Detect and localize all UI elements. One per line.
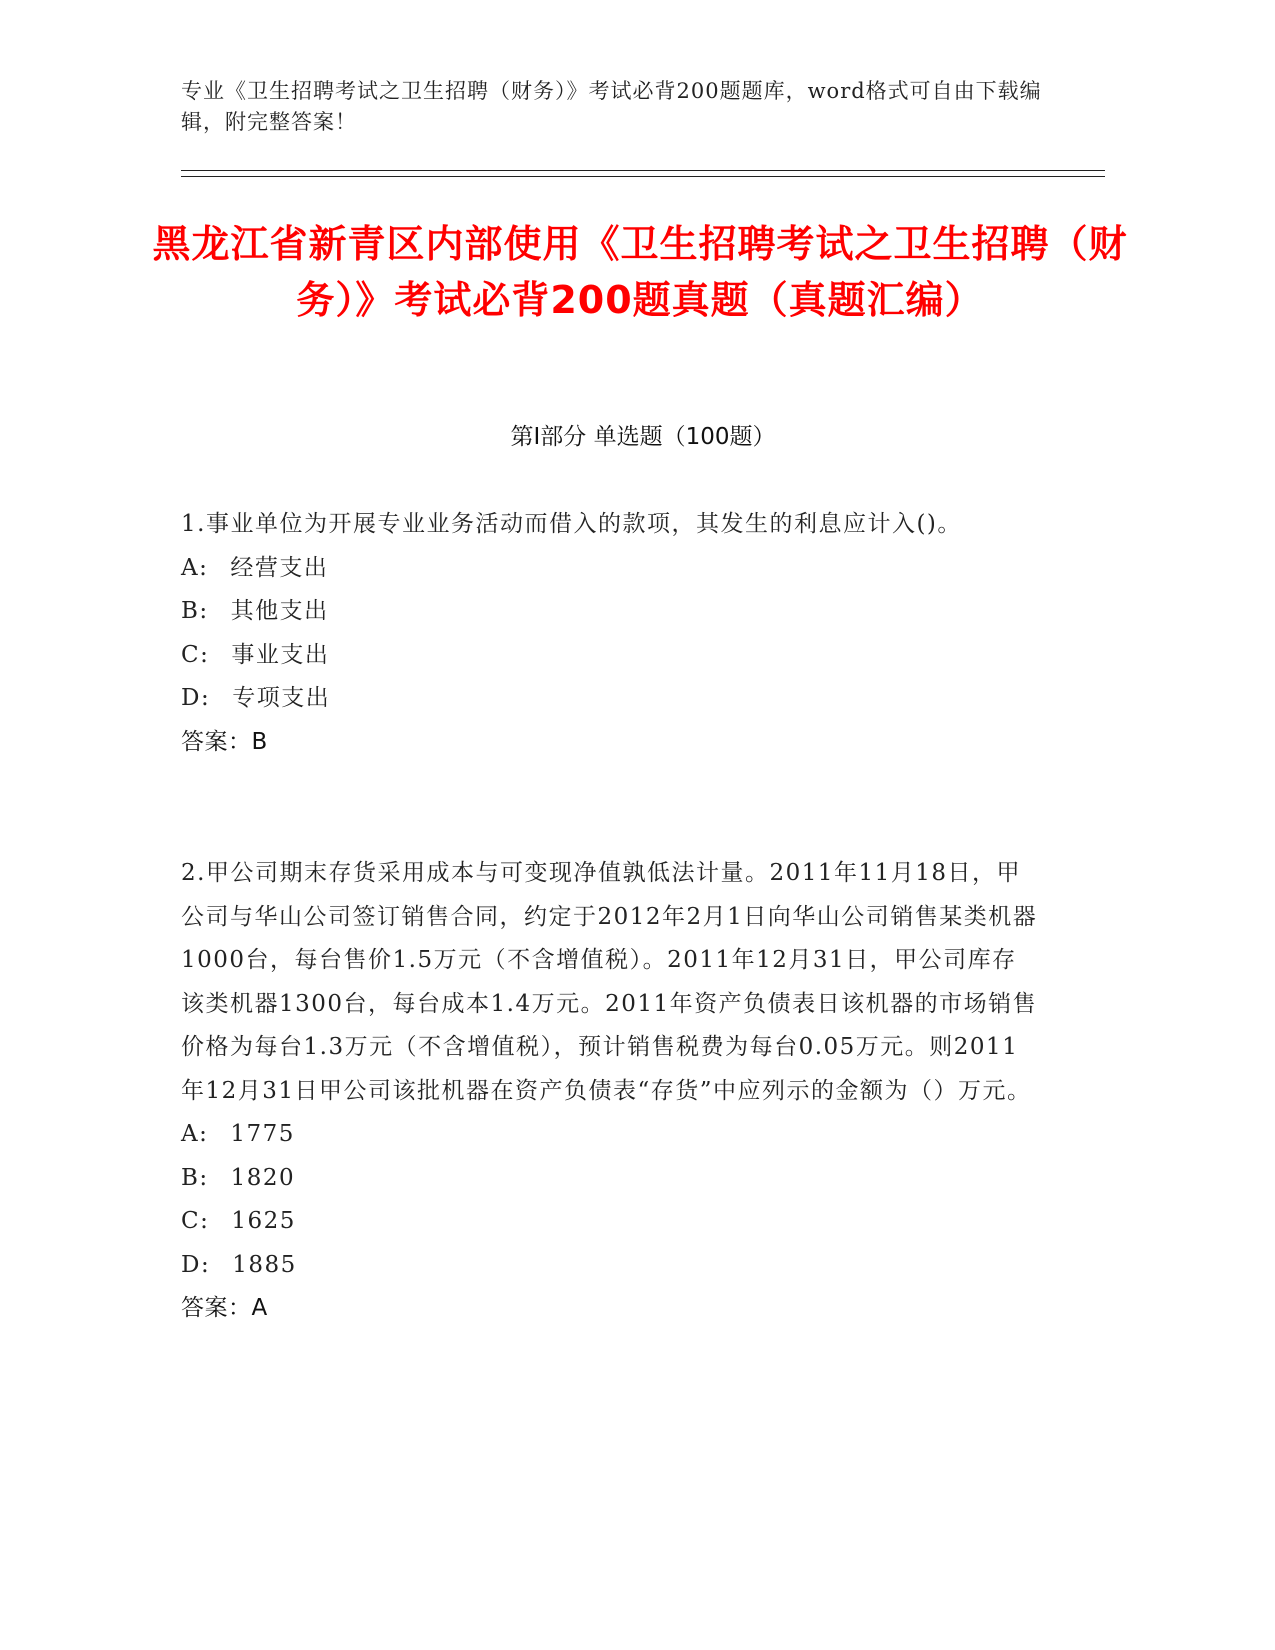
option-key: A: xyxy=(181,554,209,581)
header-divider-bottom xyxy=(181,176,1105,177)
option-text: 事业支出 xyxy=(231,641,330,668)
option-text: 1775 xyxy=(230,1121,295,1147)
question-text: 1.事业单位为开展专业业务活动而借入的款项，其发生的利息应计入()。 xyxy=(181,511,962,537)
option-text: 1625 xyxy=(231,1208,296,1234)
option-key: C: xyxy=(181,1208,210,1234)
option-text: 经营支出 xyxy=(230,554,329,581)
option-d xyxy=(181,677,1041,721)
option-d xyxy=(181,1244,1041,1288)
option-c xyxy=(181,1200,1041,1244)
document-title: 黑龙江省新青区内部使用《卫生招聘考试之卫生招聘（财务）》考试必背200题真题（真题汇编） xyxy=(152,222,1128,322)
option-c xyxy=(181,634,1041,678)
option-key: B: xyxy=(181,1164,209,1191)
option-key: C: xyxy=(181,641,210,668)
option-key: D: xyxy=(181,685,211,711)
option-key: B: xyxy=(181,598,209,624)
option-text: 其他支出 xyxy=(230,598,329,624)
header-note: 专业《卫生招聘考试之卫生招聘（财务）》考试必背200题题库，word格式可自由下载编辑，附完整答案！ xyxy=(181,79,1042,134)
option-a xyxy=(181,547,1041,591)
option-key: D: xyxy=(181,1251,211,1278)
option-b xyxy=(181,590,1041,634)
question-text: 2.甲公司期末存货采用成本与可变现净值孰低法计量。2011年11月18日，甲公司与华山公司签订销售合同，约定于2012年2月1日向华山公司销售某类机器1000台，每台售价1.5万元（不含增值税）。2011年12月31日，甲公司库存该类机器1300台，每台成本1.4万元。2011年资产负债表日该机器的市场销售价格为每台1.3万元（不含增值税），预计销售税费为每台0.05万元。则2011年12月31日甲公司该批机器在资产负债表“存货”中应列示的金额为（）万元。 xyxy=(181,860,1038,1104)
option-text: 专项支出 xyxy=(232,685,331,711)
answer-label: 答案：A xyxy=(181,1295,268,1321)
option-text: 1885 xyxy=(232,1251,297,1278)
answer-label: 答案：B xyxy=(181,728,268,755)
option-key: A: xyxy=(181,1121,209,1147)
header-divider-top xyxy=(181,170,1105,171)
section-title: 第I部分 单选题（100题） xyxy=(510,424,776,450)
question-2 xyxy=(181,852,1041,1331)
option-a xyxy=(181,1113,1041,1157)
question-1 xyxy=(181,503,1041,764)
option-text: 1820 xyxy=(230,1164,296,1191)
option-b xyxy=(181,1157,1041,1201)
